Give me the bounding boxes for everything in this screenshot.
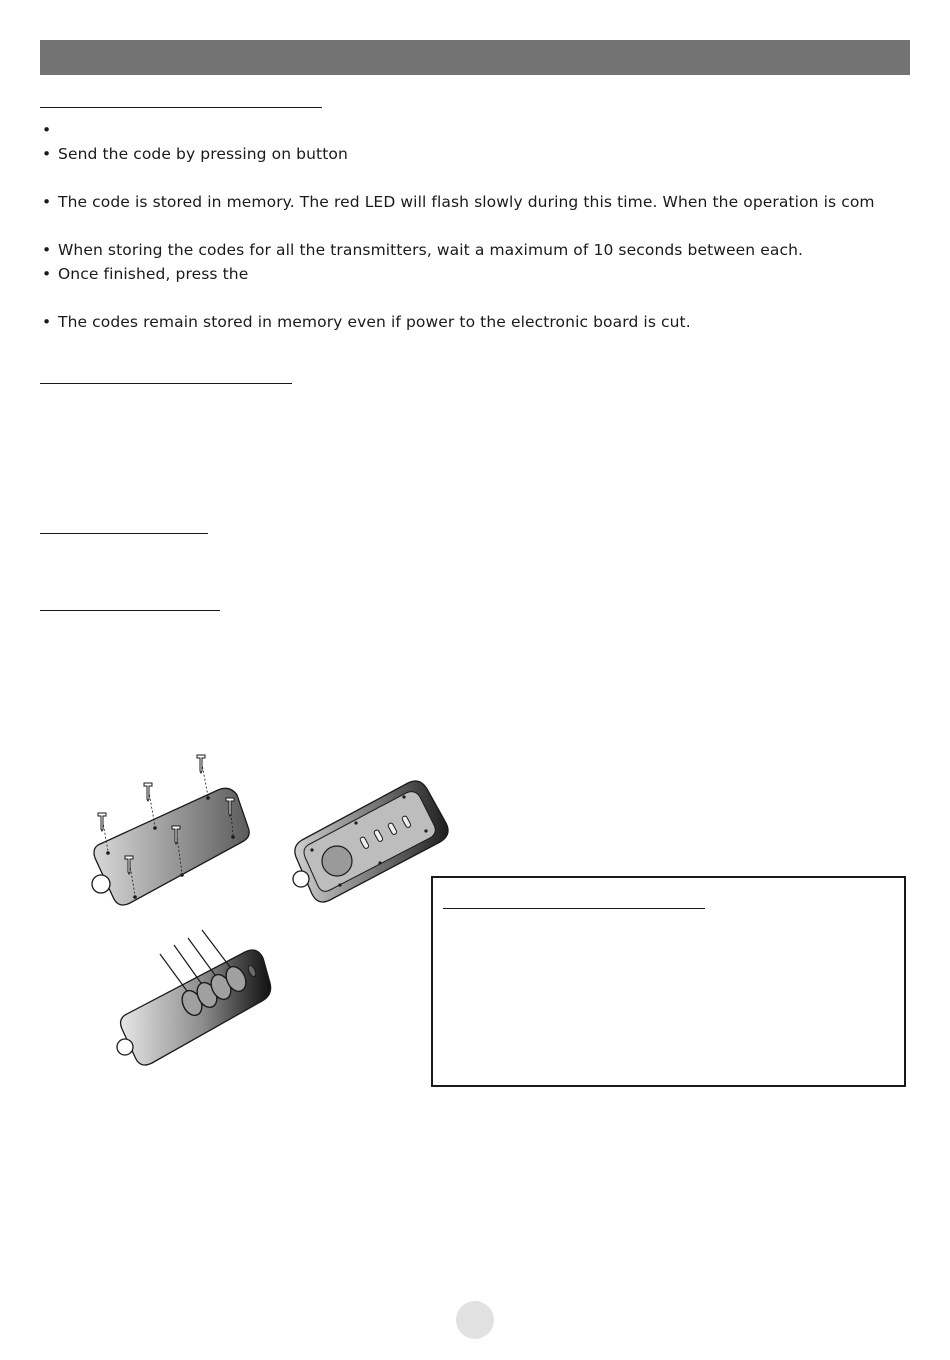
bullet-dot: • xyxy=(42,313,52,331)
bullet-text: When storing the codes for all the transmitters, wait a maximum of 10 seconds between each. xyxy=(58,241,804,259)
heading-rule-1 xyxy=(40,107,322,108)
note-box xyxy=(431,876,906,1087)
bullet-text: Once finished, press the xyxy=(58,265,249,283)
section-header-bar xyxy=(40,40,910,75)
page-number-circle xyxy=(456,1301,494,1339)
bullet-item xyxy=(42,312,691,332)
remote-inner-board-icon xyxy=(293,781,448,902)
bullet-item xyxy=(42,240,803,260)
bullet-dot: • xyxy=(42,193,52,211)
heading-rule-2 xyxy=(40,383,292,384)
bullet-text: The code is stored in memory. The red LED will flash slowly during this time. When the operation is com xyxy=(58,193,875,211)
heading-rule-4 xyxy=(40,610,220,611)
bullet-item xyxy=(42,120,58,140)
bullet-dot: • xyxy=(42,265,52,283)
remote-illustration xyxy=(80,745,460,1085)
heading-rule-3 xyxy=(40,533,208,534)
bullet-text: The codes remain stored in memory even if power to the electronic board is cut. xyxy=(58,313,691,331)
note-heading-rule xyxy=(443,908,705,909)
bullet-dot: • xyxy=(42,145,52,163)
bullet-dot: • xyxy=(42,241,52,259)
bullet-item xyxy=(42,192,875,212)
remote-four-button-icon xyxy=(117,930,271,1065)
bullet-item xyxy=(42,264,248,284)
bullet-text: Send the code by pressing on button xyxy=(58,145,348,163)
bullet-dot: • xyxy=(42,121,52,139)
remote-back-cover-screws-icon xyxy=(92,755,249,905)
bullet-item xyxy=(42,144,348,164)
